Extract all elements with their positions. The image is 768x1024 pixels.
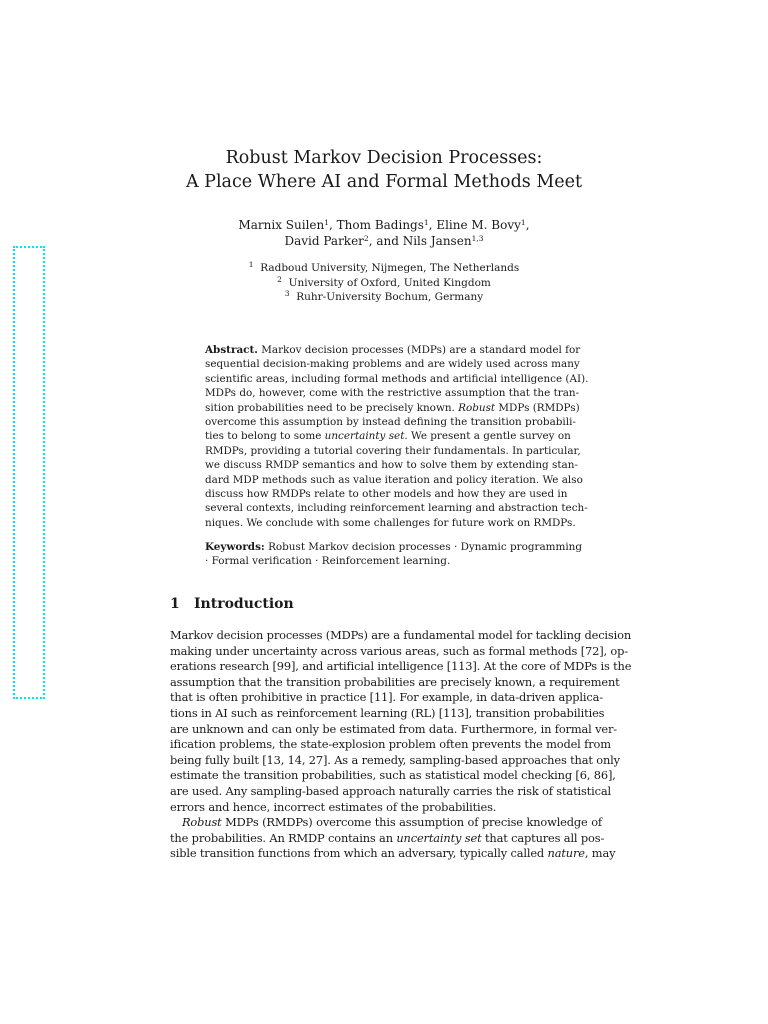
author-separator: , (525, 218, 530, 232)
affiliation (180, 276, 588, 291)
affiliation-mark: 2 (277, 274, 282, 284)
abstract (205, 343, 589, 530)
keywords-line (205, 540, 583, 554)
body-line: being fully built [13, 14, 27]. As a remedy, sampling-based approaches that only (170, 752, 620, 767)
body-text: , may (584, 846, 616, 861)
author-separator: , (329, 218, 337, 232)
abstract-text: sition probabilities need to be precisely known. (205, 401, 459, 414)
paper-title (120, 146, 648, 194)
abstract-line (205, 343, 581, 357)
keywords-line: · Formal verification · Reinforcement learning. (205, 555, 451, 568)
affiliation-text: Radboud University, Nijmegen, The Netherlands (260, 262, 520, 274)
abstract-line: sequential decision-making problems and are widely used across many (205, 358, 580, 371)
author-separator: , (428, 218, 437, 232)
body-line (170, 815, 602, 831)
body-line: errors and hence, incorrect estimates of the probabilities. (170, 799, 497, 814)
title-line-2: A Place Where AI and Formal Methods Meet (185, 172, 582, 192)
author-list (150, 217, 618, 249)
abstract-line: MDPs do, however, come with the restrictive assumption that the tran- (205, 387, 580, 400)
author-name: Nils Jansen (402, 234, 472, 248)
author-affil-mark: 1 (520, 218, 526, 227)
author-name: David Parker (284, 234, 364, 248)
abstract-line (205, 429, 571, 443)
author-affil-mark: 1,3 (471, 234, 484, 243)
abstract-line: we discuss RMDP semantics and how to solve them by extending stan- (205, 459, 578, 472)
abstract-line: several contexts, including reinforcement learning and abstraction tech- (205, 502, 588, 515)
body-line: that is often prohibitive in practice [11]. For example, in data-driven applica- (170, 690, 603, 705)
authors-line-1 (150, 217, 618, 233)
affiliation-list (180, 261, 588, 305)
body-text: the probabilities. An RMDP contains an (170, 830, 397, 845)
introduction-body (170, 628, 632, 862)
abstract-text: ties to belong to some (205, 430, 325, 443)
abstract-emphasis: Robust (458, 401, 496, 414)
body-text: MDPs (RMDPs) overcome this assumption of precise knowledge of (221, 815, 602, 830)
body-line: ification problems, the state-explosion problem often prevents the model from (170, 737, 611, 752)
body-line: estimate the transition probabilities, such as statistical model checking [6, 86], (170, 768, 616, 783)
affiliation-mark: 1 (248, 260, 254, 269)
section-heading (170, 594, 294, 614)
abstract-line (205, 401, 580, 415)
body-text: that captures all pos- (481, 830, 605, 845)
abstract-line: scientific areas, including formal methods and artificial intelligence (AI). (205, 372, 589, 385)
abstract-line: RMDPs, providing a tutorial covering their fundamentals. In particular, (205, 444, 581, 457)
author-affil-mark: 1 (423, 218, 429, 227)
section-title: Introduction (194, 596, 294, 612)
abstract-label: Abstract. (205, 344, 258, 356)
author-separator: , and (368, 234, 403, 248)
affiliation-mark: 3 (284, 289, 290, 298)
affiliation (180, 290, 588, 305)
abstract-text: . We present a gentle survey on (404, 430, 571, 443)
body-emphasis: uncertainty set (396, 830, 482, 845)
section-number: 1 (170, 596, 180, 612)
keywords (205, 540, 583, 569)
body-line: assumption that the transition probabilities are precisely known, a requirement (170, 674, 620, 689)
arxiv-sidebar-placeholder (13, 246, 45, 699)
abstract-emphasis: uncertainty set (324, 430, 405, 443)
abstract-line: discuss how RMDPs relate to other models and how they are used in (205, 488, 568, 501)
author-name: Eline M. Bovy (436, 218, 521, 232)
body-emphasis: nature (547, 846, 585, 861)
body-text: sible transition functions from which an adversary, typically called (170, 846, 548, 861)
body-line: are unknown and can only be estimated from data. Furthermore, in formal ver- (170, 721, 617, 736)
abstract-line: dard MDP methods such as value iteration and policy iteration. We also (205, 473, 583, 486)
abstract-text: MDPs (RMDPs) (495, 401, 580, 414)
author-affil-mark: 2 (363, 234, 369, 243)
title-line-1: Robust Markov Decision Processes: (225, 148, 543, 168)
author-affil-mark: 1 (324, 218, 330, 227)
authors-line-2 (150, 233, 618, 249)
body-line (170, 846, 616, 862)
body-line: Markov decision processes (MDPs) are a fundamental model for tackling decision (170, 628, 632, 642)
affiliation-text: Ruhr-University Bochum, Germany (296, 291, 484, 303)
body-emphasis: Robust (182, 815, 222, 830)
body-line (170, 830, 605, 847)
affiliation (180, 261, 588, 276)
abstract-line: niques. We conclude with some challenges for future work on RMDPs. (205, 516, 576, 529)
body-line: are used. Any sampling-based approach naturally carries the risk of statistical (170, 783, 611, 798)
keywords-text: Robust Markov decision processes · Dynamic programming (264, 541, 583, 553)
body-line: tions in AI such as reinforcement learning (RL) [113], transition probabilities (170, 705, 605, 720)
author-name: Marnix Suilen (238, 218, 325, 232)
abstract-line: overcome this assumption by instead defining the transition probabili- (205, 416, 576, 429)
affiliation-text: University of Oxford, United Kingdom (288, 276, 491, 289)
author-name: Thom Badings (336, 218, 424, 232)
keywords-label: Keywords: (205, 541, 265, 553)
body-line: making under uncertainty across various areas, such as formal methods [72], op- (170, 643, 628, 658)
abstract-text: Markov decision processes (MDPs) are a standard model for (257, 344, 581, 356)
body-line: erations research [99], and artificial intelligence [113]. At the core of MDPs is the (170, 659, 632, 674)
